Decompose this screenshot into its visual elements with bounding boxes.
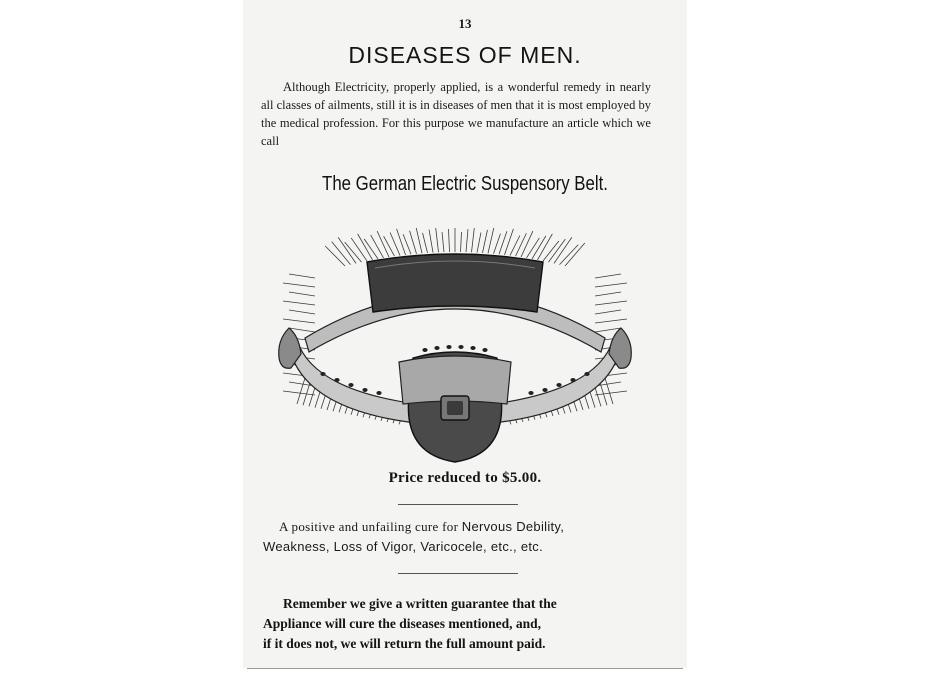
belt-hole bbox=[422, 348, 427, 352]
belt-hole bbox=[570, 378, 575, 382]
guarantee-line-3: if it does not, we will return the full amount paid. bbox=[263, 636, 546, 651]
guarantee-paragraph bbox=[263, 594, 663, 654]
belt-hole bbox=[446, 345, 451, 349]
belt-hole bbox=[556, 383, 561, 387]
divider bbox=[398, 504, 518, 505]
belt-hole bbox=[458, 345, 463, 349]
belt-hole bbox=[584, 372, 589, 376]
page-number: 13 bbox=[458, 16, 472, 31]
intro-paragraph: Although Electricity, properly applied, is a wonderful remedy in nearly all classes of ailments, still it is in diseases of men that it is most employed by the medical profession. For this purpose we manufacture an article which we call bbox=[261, 80, 651, 148]
catalog-page bbox=[243, 0, 687, 668]
cure-lead: A positive and unfailing cure for bbox=[279, 519, 462, 534]
belt-hole bbox=[362, 388, 367, 392]
belt-hole bbox=[434, 346, 439, 350]
divider bbox=[398, 573, 518, 574]
belt-hole bbox=[482, 348, 487, 352]
belt-hole bbox=[334, 378, 339, 382]
bottom-rule bbox=[247, 668, 683, 669]
belt-hole bbox=[528, 391, 533, 395]
guarantee-line-1: Remember we give a written guarantee that the bbox=[283, 596, 557, 611]
price-text: Price reduced to $5.00. bbox=[388, 470, 542, 486]
guarantee-line-2: Appliance will cure the diseases mentioned, and, bbox=[263, 616, 542, 631]
belt-illustration bbox=[275, 228, 635, 468]
product-name: The German Electric Suspensory Belt. bbox=[322, 172, 608, 195]
cure-paragraph bbox=[263, 517, 659, 557]
page-title: DISEASES OF MEN. bbox=[348, 42, 582, 68]
electrode-pad bbox=[367, 254, 543, 312]
belt-hole bbox=[348, 383, 353, 387]
belt-hole bbox=[320, 372, 325, 376]
belt-hole bbox=[470, 346, 475, 350]
belt-hole bbox=[542, 388, 547, 392]
belt-hole bbox=[376, 391, 381, 395]
cure-conditions-2: Weakness, Loss of Vigor, Varicocele, etc., etc. bbox=[263, 539, 544, 554]
cure-conditions-1: Nervous Debility, bbox=[461, 519, 565, 534]
